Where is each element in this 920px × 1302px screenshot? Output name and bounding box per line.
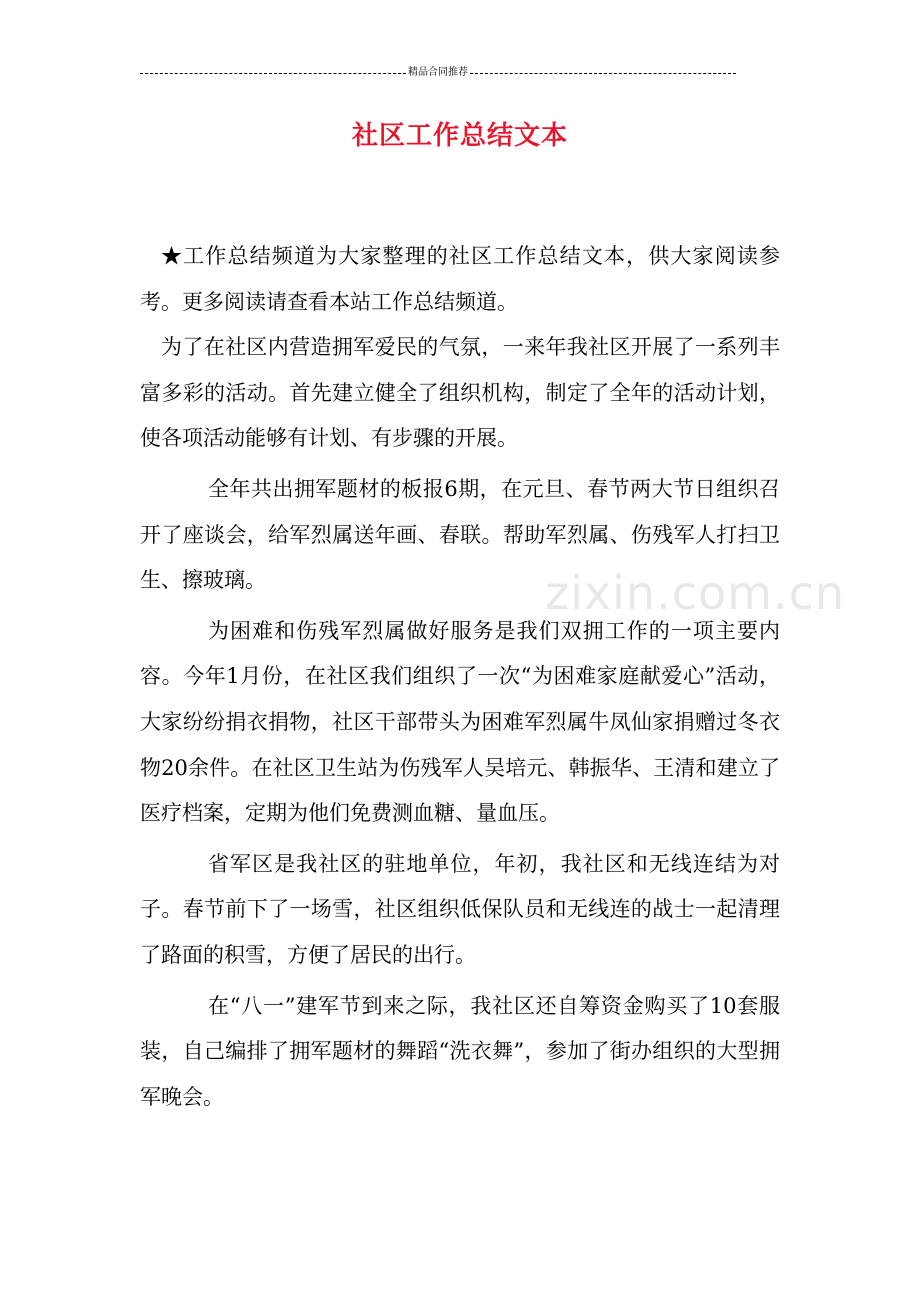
document-body: [140, 234, 780, 1120]
header-label: 精品合同推荐: [408, 67, 468, 78]
watermark: zixin.com.cn: [545, 566, 846, 620]
paragraph-3: 为困难和伤残军烈属做好服务是我们双拥工作的一项主要内容。今年1月份，在社区我们组织了一次“为困难家庭献爱心”活动，大家纷纷捐衣捐物，社区干部带头为困难军烈属牛凤仙家捐赠过冬衣物20余件。在社区卫生站为伤残军人吴培元、韩振华、王清和建立了医疗档案，定期为他们免费测血糖、量血压。: [140, 618, 780, 826]
page-title: 社区工作总结文本: [351, 121, 568, 151]
header-dash-left: [140, 73, 406, 74]
paragraph-1: 为了在社区内营造拥军爱民的气氛，一来年我社区开展了一系列丰富多彩的活动。首先建立健全了组织机构，制定了全年的活动计划，使各项活动能够有计划、有步骤的开展。: [140, 335, 780, 451]
paragraph-intro: ★工作总结频道为大家整理的社区工作总结文本，供大家阅读参考。更多阅读请查看本站工作总结频道。: [140, 244, 780, 314]
paragraph-2: 全年共出拥军题材的板报6期，在元旦、春节两大节日组织召开了座谈会，给军烈属送年画、春联。帮助军烈属、伤残军人打扫卫生、擦玻璃。: [140, 476, 780, 593]
header-rule: [140, 66, 736, 80]
paragraph-5: 在“八一”建军节到来之际，我社区还自筹资金购买了10套服装，自己编排了拥军题材的舞蹈“洗衣舞”，参加了街办组织的大型拥军晚会。: [140, 993, 780, 1109]
header-dash-right: [470, 73, 736, 74]
paragraph-4: 省军区是我社区的驻地单位，年初，我社区和无线连结为对子。春节前下了一场雪，社区组织低保队员和无线连的战士一起清理了路面的积雪，方便了居民的出行。: [140, 851, 780, 967]
